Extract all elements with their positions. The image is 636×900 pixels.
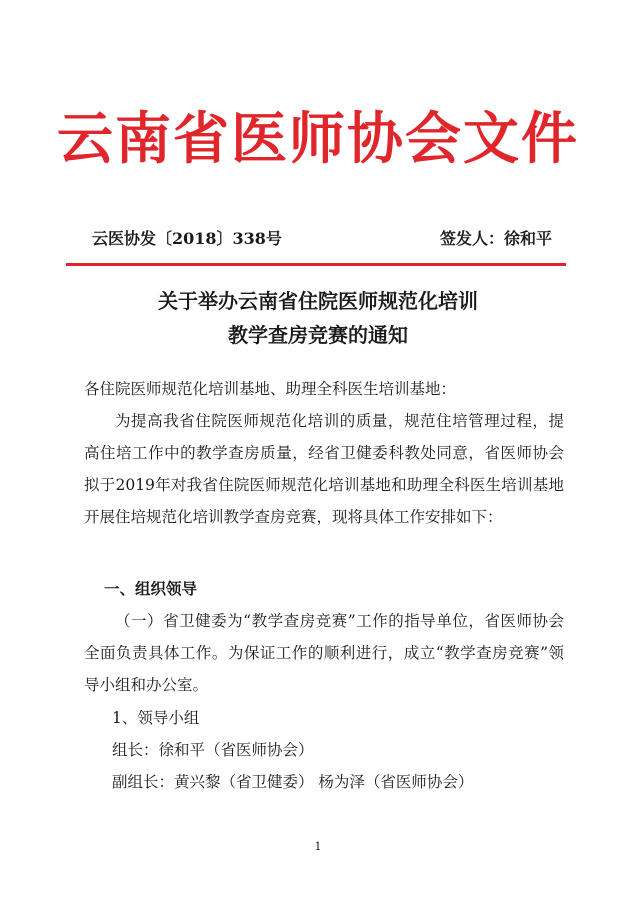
- page-number: 1: [314, 840, 322, 853]
- document-number: 云医协发〔2018〕338号: [92, 229, 282, 248]
- body-paragraph-2: （一）省卫健委为“教学查房竞赛”工作的指导单位，省医师协会全面负责具体工作。为保证工作的顺利进行，成立“教学查房竞赛”领导小组和办公室。: [84, 612, 564, 694]
- deputy-leader-line: 副组长：黄兴黎（省卫健委） 杨为泽（省医师协会）: [112, 773, 474, 791]
- addressee: 各住院医师规范化培训基地、助理全科医生培训基地：: [84, 380, 457, 398]
- group-leader-line: 组长：徐和平（省医师协会）: [112, 741, 314, 759]
- issuer-signature: 签发人：徐和平: [439, 229, 552, 248]
- notice-title-line-2: 教学查房竞赛的通知: [228, 323, 408, 347]
- red-divider-line: [66, 263, 566, 266]
- subsection-title-leading-group: 1、领导小组: [112, 709, 200, 727]
- notice-title-line-1: 关于举办云南省住院医师规范化培训: [158, 289, 478, 313]
- body-paragraph-1: 为提高我省住院医师规范化培训的质量，规范住培管理过程，提高住培工作中的教学查房质量，经省卫健委科教处同意，省医师协会拟于2019年对我省住院医师规范化培训基地和助理全科医生培训基地开展住培规范化培训教学查房竞赛，现将具体工作安排如下：: [84, 412, 564, 526]
- section-heading-organization: 一、组织领导: [104, 579, 198, 598]
- document-header-title: 云南省医师协会文件: [57, 106, 579, 172]
- document-meta-row: [92, 226, 552, 252]
